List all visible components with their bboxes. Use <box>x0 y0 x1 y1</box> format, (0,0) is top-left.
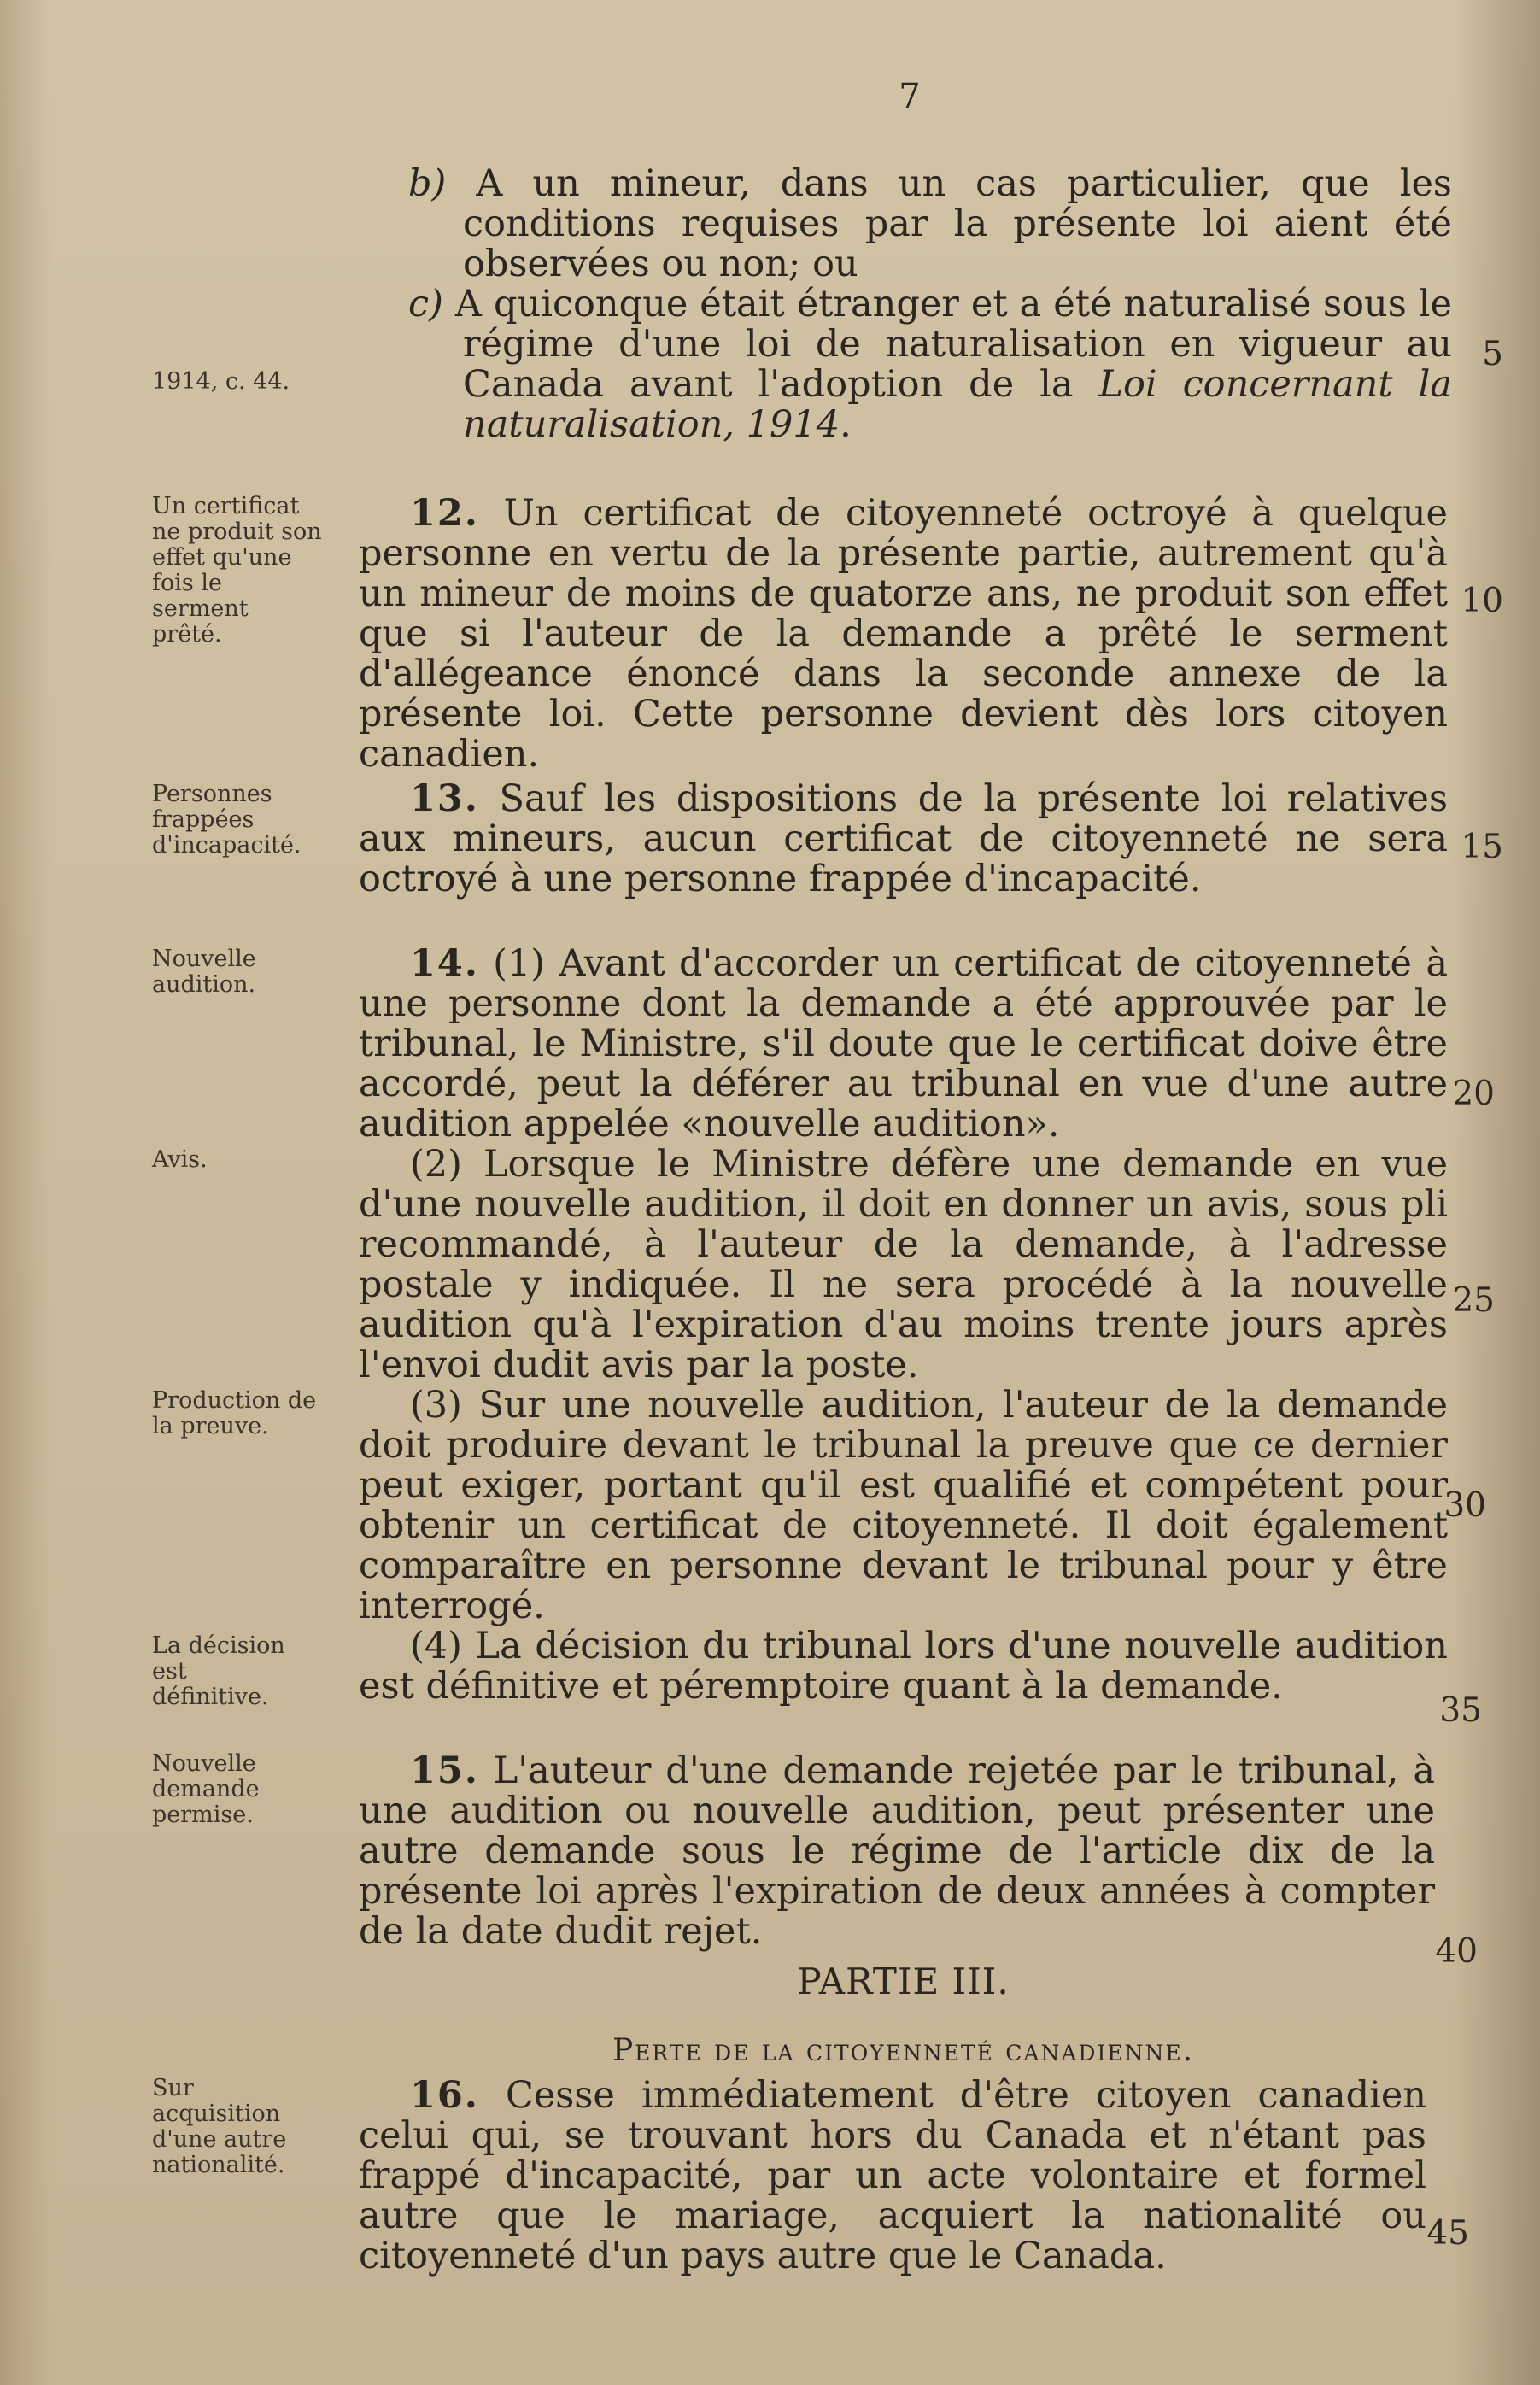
margin-note-1914: 1914, c. 44. <box>152 368 290 395</box>
section-15 <box>359 1751 1435 1952</box>
section-14-para-3: (3) Sur une nouvelle audition, l'auteur de la demande doit produire devant le tribunal la preuve que ce dernier peut exiger, portant qu'il est qualifié et compétent pour obtenir un certificat de citoyenneté. Il doit également comparaître en personne devant le tribunal pour y être interrogé. <box>359 1384 1448 1627</box>
line-number-15: 15 <box>1461 828 1503 866</box>
line-number-30: 30 <box>1443 1486 1486 1525</box>
section-13-number: 13. <box>410 777 479 820</box>
line-number-35: 35 <box>1439 1691 1482 1730</box>
clause-b <box>408 164 1452 284</box>
margin-note-avis: Avis. <box>152 1146 208 1173</box>
line-number-40: 40 <box>1435 1932 1478 1971</box>
section-15-text: L'auteur d'une demande rejetée par le tribunal, à une audition ou nouvelle audition, peut présenter une autre demande sous le régime de l'article dix de la présente loi après l'expiration de deux années à compter de la date dudit rejet. <box>359 1749 1435 1953</box>
margin-note-incapacite: Personnes frappées d'incapacité. <box>152 781 302 858</box>
section-13 <box>359 779 1448 900</box>
clause-c-label: c) <box>408 283 443 325</box>
section-16 <box>359 2076 1426 2277</box>
section-12-number: 12. <box>410 492 479 535</box>
section-14-sub-1: (1) Avant d'accorder un certificat de citoyenneté à une personne dont la demande a été approuvée par le tribunal, le Ministre, s'il doute que le certificat doive être accordé, peut la déférer au tribunal en vue d'une autre audition appelée «nouvelle audition». <box>359 942 1448 1146</box>
line-number-25: 25 <box>1452 1281 1495 1320</box>
clause-c-text: A quiconque était étranger et a été naturalisé sous le régime d'une loi de naturalisation en vigueur au Canada avant l'adoption de la <box>454 283 1452 406</box>
line-number-5: 5 <box>1482 335 1503 373</box>
margin-note-preuve: Production de la preuve. <box>152 1387 317 1439</box>
section-14-para-1 <box>359 944 1448 1145</box>
section-14-para-2: (2) Lorsque le Ministre défère une demande en vue d'une nouvelle audition, il doit en donner un avis, sous pli recommandé, à l'auteur de la demande, à l'adresse postale y indiquée. Il ne sera procédé à la nouvelle audition qu'à l'expiration d'au moins trente jours après l'envoi dudit avis par la poste. <box>359 1143 1448 1386</box>
margin-note-decision: La décision est définitive. <box>152 1632 285 1710</box>
section-16-para <box>359 2076 1426 2277</box>
section-12 <box>359 494 1448 775</box>
section-13-para <box>359 779 1448 900</box>
section-12-para <box>359 494 1448 775</box>
section-16-number: 16. <box>410 2074 479 2117</box>
clause-b-text: A un mineur, dans un cas particulier, que les conditions requises par la présente loi aient été observées ou non; ou <box>463 162 1452 285</box>
line-number-20: 20 <box>1452 1075 1495 1113</box>
section-15-number: 15. <box>410 1749 479 1792</box>
section-14 <box>359 944 1448 1707</box>
clause-c <box>408 284 1452 445</box>
section-13-text: Sauf les dispositions de la présente loi relatives aux mineurs, aucun certificat de citoyenneté ne sera octroyé à une personne frappée d'incapacité. <box>359 777 1449 900</box>
clause-c-act-title: Loi concernant la naturalisation, 1914 <box>463 363 1452 446</box>
clause-b-label: b) <box>408 162 447 205</box>
section-16-text: Cesse immédiatement d'être citoyen canadien celui qui, se trouvant hors du Canada et n'étant pas frappé d'incapacité, par un acte volontaire et formel autre que le mariage, acquiert la nationalité ou citoyenneté d'un pays autre que le Canada. <box>359 2074 1426 2277</box>
line-number-45: 45 <box>1426 2214 1469 2253</box>
margin-note-autre-nationalite: Sur acquisition d'une autre nationalité. <box>152 2075 287 2178</box>
part-subtitle: Perte de la citoyenneté canadienne. <box>612 2033 1195 2068</box>
line-number-10: 10 <box>1461 582 1503 620</box>
margin-note-demande-permise: Nouvelle demande permise. <box>152 1750 260 1828</box>
section-12-text: Un certificat de citoyenneté octroyé à quelque personne en vertu de la présente partie, autrement qu'à un mineur de moins de quatorze ans, ne produit son effet que si l'auteur de la demande a prêté le serment d'allégeance énoncé dans la seconde annexe de la présente loi. Cette personne devient dès lors citoyen canadien. <box>359 492 1448 776</box>
section-15-para <box>359 1751 1435 1952</box>
section-14-para-4: (4) La décision du tribunal lors d'une nouvelle audition est définitive et péremptoire quant à la demande. <box>359 1625 1448 1708</box>
margin-note-nouvelle-audition: Nouvelle audition. <box>152 946 256 998</box>
clause-c-end: . <box>840 403 852 446</box>
clauses-block <box>408 164 1452 445</box>
section-14-number: 14. <box>410 942 479 985</box>
page-number: 7 <box>899 77 921 116</box>
part-title: PARTIE III. <box>797 1960 1010 2002</box>
margin-note-certificat: Un certificat ne produit son effet qu'une fois le serment prêté. <box>152 493 322 648</box>
